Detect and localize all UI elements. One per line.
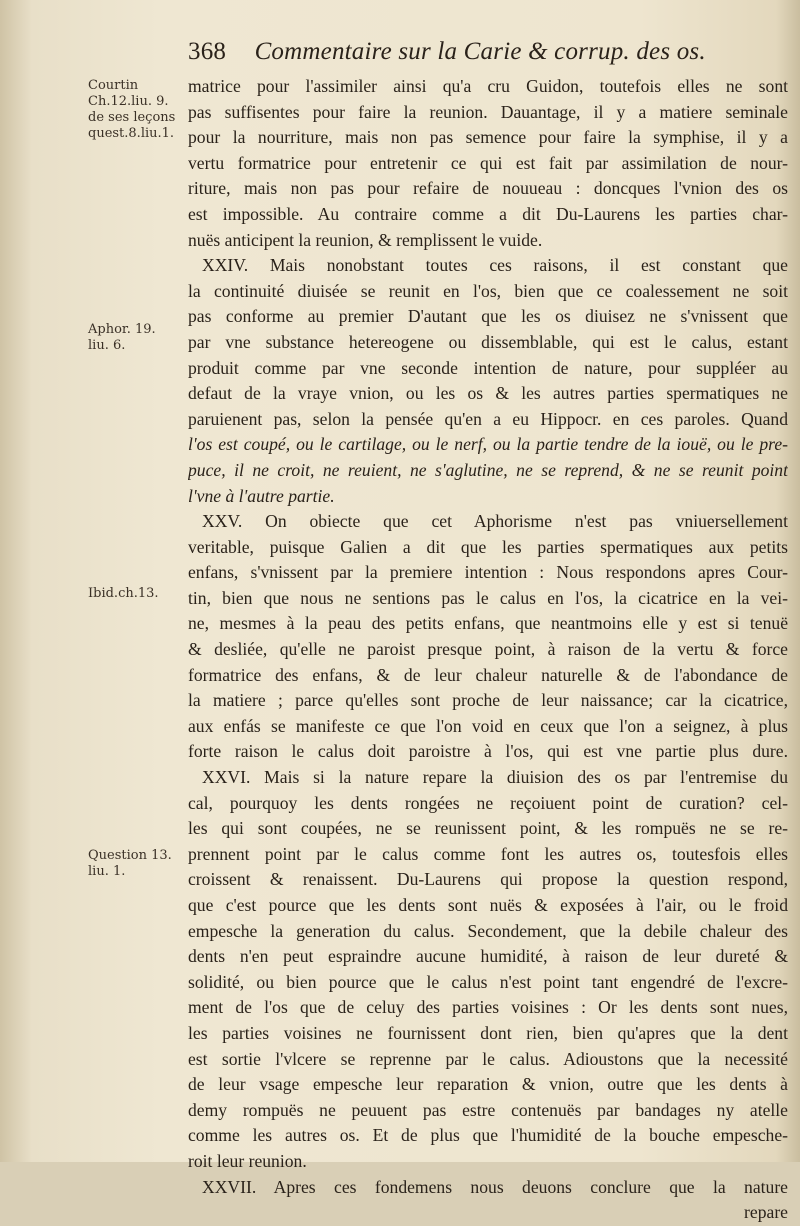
text-line: comme les autres os. Et de plus que l'humidité de la bouche empesche- bbox=[188, 1125, 788, 1146]
page-number: 368 bbox=[188, 38, 227, 65]
text-line: vertu formatrice pour entretenir ce qui est fait par assimilation de nour- bbox=[188, 152, 788, 173]
margin-note-question bbox=[88, 848, 188, 880]
text-line: nuës anticipent la reunion, & remplissent le vuide. bbox=[188, 229, 543, 250]
main-text bbox=[188, 74, 788, 1226]
margin-note-line: liu. 1. bbox=[88, 864, 126, 879]
text-line: matrice pour l'assimiler ainsi qu'a cru Guidon, toutefois elles ne sont bbox=[188, 76, 788, 96]
text-line: veritable, puisque Galien a dit que les parties spermatiques aux petits bbox=[188, 536, 788, 557]
margin-note-line: quest.8.liu.1. bbox=[88, 126, 175, 141]
running-title: Commentaire sur la Carie & corrup. des os. bbox=[254, 38, 706, 65]
text-line: enfans, s'vnissent par la premiere intention : Nous respondons apres Cour- bbox=[188, 562, 788, 583]
text-line: formatrice des enfans, & de leur chaleur naturelle & de l'abondance de bbox=[188, 664, 788, 685]
text-line: dents n'en peut espraindre aucune humidité, à raison de leur dureté & bbox=[188, 946, 788, 967]
text-line: paruienent pas, selon la pensée qu'en a eu Hippocr. en ces paroles. Quand bbox=[188, 408, 788, 429]
margin-note-line: Ibid.ch.13. bbox=[88, 586, 159, 601]
text-line: cal, pourquoy les dents rongées ne reçoiuent point de curation? cel- bbox=[188, 792, 788, 813]
text-line: pas suffisentes pour faire la reunion. Dauantage, il y a matiere seminale bbox=[188, 101, 788, 122]
text-line: ne, mesmes à la peau des petits enfans, que neantmoins elle y est si tenuë bbox=[188, 613, 788, 634]
text-line: la matiere ; parce qu'elles sont proche de leur naissance; car la cicatrice, bbox=[188, 690, 788, 711]
text-line-quote: puce, il ne croit, ne reuient, ne s'aglutine, ne se reprend, & ne se reunit point bbox=[188, 459, 788, 480]
text-line: defaut de la vraye vnion, ou les os & les autres parties spermatiques ne bbox=[188, 383, 788, 404]
paragraph-start-xxv: XXV. On obiecte que cet Aphorisme n'est pas vniuersellement bbox=[202, 511, 788, 532]
text-line-quote: l'vne à l'autre partie. bbox=[188, 485, 335, 506]
margin-note-line: liu. 6. bbox=[88, 338, 126, 353]
text-line: forte raison le calus doit paroistre à l'os, qui est vne partie plus dure. bbox=[188, 741, 788, 762]
paragraph-start-xxvii: XXVII. Apres ces fondemens nous deuons conclure que la nature bbox=[202, 1176, 788, 1197]
text-line: empesche la generation du calus. Secondement, que la debile chaleur des bbox=[188, 920, 788, 941]
margin-note-aphorism bbox=[88, 322, 188, 354]
margin-note-line: de ses leçons bbox=[88, 110, 176, 125]
paragraph-start-xxiv: XXIV. Mais nonobstant toutes ces raisons, il est constant que bbox=[202, 255, 788, 276]
text-line: la continuité diuisée se reunit en l'os, bien que ce coalessement ne soit bbox=[188, 280, 788, 301]
text-line: est sortie l'vlcere se reprenne par le calus. Adioustons que la necessité bbox=[188, 1048, 788, 1069]
text-line: de leur vsage empesche leur reparation & vnion, outre que les dents à bbox=[188, 1074, 788, 1095]
text-line: produit comme par vne seconde intention de nature, pour suppléer au bbox=[188, 357, 788, 378]
text-line: & desliée, qu'elle ne paroist presque point, à raison de la vertu & force bbox=[188, 639, 788, 660]
text-line: croissent & renaissent. Du-Laurens qui propose la question respond, bbox=[188, 869, 788, 890]
margin-note-courtin bbox=[88, 78, 188, 142]
text-line: roit leur reunion. bbox=[188, 1150, 307, 1171]
margin-note-line: Aphor. 19. bbox=[88, 322, 156, 337]
margin-note-line: Courtin bbox=[88, 78, 139, 93]
text-line: solidité, ou bien pource que le calus n'est point tant engendré de l'excre- bbox=[188, 971, 788, 992]
catchword: repare bbox=[744, 1202, 788, 1223]
margin-note-line: Question 13. bbox=[88, 848, 172, 863]
text-line: pour la nourriture, mais non pas semence pour faire la symphise, il y a bbox=[188, 127, 788, 148]
text-line: par vne substance hetereogene ou dissemblable, qui est le calus, estant bbox=[188, 331, 788, 352]
page-header bbox=[188, 38, 788, 72]
text-line-quote: l'os est coupé, ou le cartilage, ou le nerf, ou la partie tendre de la iouë, ou le pre- bbox=[188, 434, 788, 455]
text-line: prennent point par le calus comme font les autres os, toutesfois elles bbox=[188, 843, 788, 864]
text-line: riture, mais non pas pour refaire de nouueau : doncques l'vnion des os bbox=[188, 178, 788, 199]
margin-note-ibid bbox=[88, 586, 188, 602]
paragraph-start-xxvi: XXVI. Mais si la nature repare la diuision des os par l'entremise du bbox=[202, 767, 788, 788]
text-line: ment de l'os que de celuy des parties voisines : Or les dents sont nues, bbox=[188, 997, 788, 1018]
text-line: tin, bien que nous ne sentions pas le calus en l'os, la cicatrice en la vei- bbox=[188, 587, 788, 608]
text-line: que c'est pource que les dents sont nuës & exposées à l'air, ou le froid bbox=[188, 895, 788, 915]
margin-note-line: Ch.12.liu. 9. bbox=[88, 94, 169, 109]
text-line: les parties voisines ne fournissent dont rien, bien qu'apres que la dent bbox=[188, 1022, 788, 1043]
text-line: demy rompuës ne peuuent pas estre contenuës par bandages ny atelle bbox=[188, 1099, 788, 1120]
text-line: aux enfás se manifeste ce que l'on void en ceux que l'on a seignez, à plus bbox=[188, 715, 788, 736]
text-line: pas conforme au premier D'autant que les os diuisez ne s'vnissent que bbox=[188, 306, 788, 327]
text-line: est impossible. Au contraire comme a dit Du-Laurens les parties char- bbox=[188, 203, 788, 224]
text-line: les qui sont coupées, ne se reunissent point, & les rompuës ne se re- bbox=[188, 818, 788, 839]
